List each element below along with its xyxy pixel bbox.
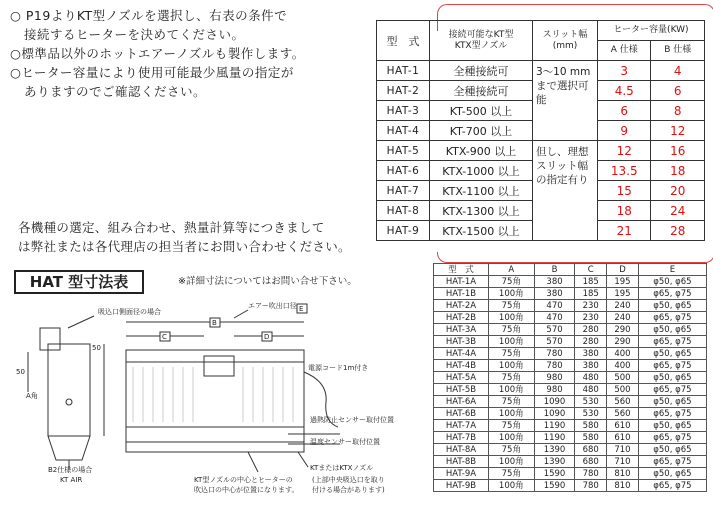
dimension-cell: HAT-9A [434,468,489,480]
dimension-cell: 680 [575,456,607,468]
cell-a-spec: 13.5 [598,161,651,181]
header-capacity: ヒーター容量(KW) [598,21,705,41]
cell-b-spec: 12 [651,121,705,141]
dimension-table-row [434,360,707,372]
dimension-table-row [434,324,707,336]
dimension-cell: 530 [575,396,607,408]
dimension-table-row [434,408,707,420]
cell-b-spec: 24 [651,201,705,221]
inlet [40,328,60,350]
header-b-spec: B 仕様 [651,41,705,61]
cell-model: HAT-5 [377,141,430,161]
cell-nozzle: KTX-1100 以上 [430,181,533,201]
cell-nozzle: 全種接続可 [430,61,533,81]
cell-a-spec: 9 [598,121,651,141]
paren-note-1: (上部中央吸込口を取り [312,476,385,484]
dimension-cell: 290 [607,336,639,348]
cell-model: HAT-3 [377,101,430,121]
dims-title: HAT 型寸法表 [14,270,144,294]
cell-a-spec: 3 [598,61,651,81]
dimension-cell: HAT-9B [434,480,489,492]
cell-b-spec: 4 [651,61,705,81]
note-line: ありますのでご確認ください。 [24,84,207,99]
cell-b-spec: 28 [651,221,705,241]
slit-note: 但し、理想スリット幅の指定有り [533,141,598,241]
dimension-cell: 75角 [488,444,534,456]
spec-frame-bottom [437,252,713,263]
kt-air-label: KT AIR [60,476,83,484]
hat-dimension-drawing [8,292,428,514]
cell-a-spec: 6 [598,101,651,121]
cell-nozzle: KT-500 以上 [430,101,533,121]
dimension-cell: 680 [575,444,607,456]
dimension-table-row [434,372,707,384]
dimension-cell: 610 [607,420,639,432]
dimension-cell: 75角 [488,324,534,336]
label-e: E [299,305,304,313]
dimension-cell: φ50, φ65 [638,372,706,384]
dimension-cell: φ50, φ65 [638,324,706,336]
intro-notes [10,6,370,101]
dims-note: ※詳細寸法についてはお問い合せ下さい。 [178,276,357,287]
dimension-cell: 100角 [488,384,534,396]
dimension-table [433,263,707,492]
dimension-cell: 185 [575,276,607,288]
dimension-table-row [434,384,707,396]
dimension-table-row [434,348,707,360]
dimension-cell: φ65, φ75 [638,360,706,372]
cell-model: HAT-1 [377,61,430,81]
dimension-cell: 380 [534,288,575,300]
dimension-cell: 1590 [534,468,575,480]
slit-note: 3〜10 mm まで選択可能 [533,61,598,141]
cell-nozzle: KT-700 以上 [430,121,533,141]
dimension-cell: φ65, φ75 [638,480,706,492]
dimension-cell: 280 [575,336,607,348]
dimension-cell: 75角 [488,420,534,432]
dimension-cell: 400 [607,348,639,360]
dimension-cell: φ50, φ65 [638,420,706,432]
paren-note-2: 付ける場合があります) [312,486,385,494]
dim-50b: 50 [16,368,25,376]
dimension-table-row [434,288,707,300]
dimension-cell: φ65, φ75 [638,432,706,444]
dimension-cell: 75角 [488,396,534,408]
dimension-cell: 195 [607,288,639,300]
dimension-cell: 570 [534,324,575,336]
dimension-cell: 810 [607,480,639,492]
cell-model: HAT-9 [377,221,430,241]
dimension-table-row [434,420,707,432]
air-outlet [204,356,234,376]
dimension-cell: HAT-8B [434,456,489,468]
dimension-cell: 530 [575,408,607,420]
dimension-cell: 75角 [488,348,534,360]
dimension-cell: 1090 [534,408,575,420]
label-c: C [162,333,167,341]
note-line: 接続するヒーターを決めてください。 [24,27,245,42]
dimension-cell: 560 [607,408,639,420]
dimension-header-cell: D [607,264,639,276]
inlet-note: 吸込口側面径の場合 [98,308,161,316]
dimension-cell: 230 [575,312,607,324]
dimension-cell: 710 [607,456,639,468]
side-body [48,344,90,436]
dimension-cell: HAT-1B [434,288,489,300]
temp-sensor-label: 温度センサー取付位置 [310,438,380,446]
dimension-cell: HAT-6B [434,408,489,420]
dimension-cell: 580 [575,420,607,432]
dimension-header-cell: E [638,264,706,276]
dimension-cell: 500 [607,372,639,384]
dimension-cell: φ65, φ75 [638,312,706,324]
dimension-cell: 480 [575,384,607,396]
cell-nozzle: KTX-1500 以上 [430,221,533,241]
heater-table-body [377,61,705,241]
dimension-cell: 75角 [488,276,534,288]
b2-spec-label: B2仕様の場合 [48,466,93,474]
cell-b-spec: 20 [651,181,705,201]
dimension-cell: φ50, φ65 [638,348,706,360]
dimension-cell: φ65, φ75 [638,384,706,396]
dimension-cell: φ65, φ75 [638,456,706,468]
dimension-cell: 980 [534,384,575,396]
dimension-cell: HAT-4A [434,348,489,360]
dimension-cell: HAT-8A [434,444,489,456]
heater-table-row [377,141,705,161]
dimension-cell: 780 [534,348,575,360]
cell-model: HAT-7 [377,181,430,201]
dimension-cell: HAT-3A [434,324,489,336]
dim-50a: 50 [92,344,101,352]
dimension-cell: 75角 [488,372,534,384]
dimension-cell: 100角 [488,480,534,492]
dimension-cell: 75角 [488,468,534,480]
dimension-cell: 195 [607,276,639,288]
dimension-cell: 1390 [534,444,575,456]
dimension-cell: φ50, φ65 [638,300,706,312]
label-d: D [264,333,270,341]
header-slit: スリット幅 (mm) [533,21,598,61]
dimension-table-row [434,300,707,312]
label-b: B [212,319,217,327]
dimension-cell: 230 [575,300,607,312]
dimension-cell: 560 [607,396,639,408]
heater-table [376,20,705,241]
dimension-cell: 400 [607,360,639,372]
dimension-cell: φ50, φ65 [638,276,706,288]
note-line: ○ P19よりKT型ノズルを選択し、右表の条件で [10,8,288,23]
dimension-cell: 580 [575,432,607,444]
dimension-header-cell: A [488,264,534,276]
cell-nozzle: KTX-900 以上 [430,141,533,161]
dimension-table-row [434,312,707,324]
header-model: 型 式 [377,21,430,61]
dimension-cell: φ65, φ75 [638,336,706,348]
header-nozzle: 接続可能なKT型 KTX型ノズル [430,21,533,61]
dimension-cell: 240 [607,300,639,312]
heater-body [126,350,304,442]
dimension-cell: φ50, φ65 [638,396,706,408]
air-outlet-label: エアー吹出口径 [248,302,297,310]
dimension-cell: 240 [607,312,639,324]
dimension-cell: 100角 [488,288,534,300]
dimension-cell: 1190 [534,432,575,444]
dimension-cell: 980 [534,372,575,384]
dimension-cell: 1390 [534,456,575,468]
note-line: ○標準品以外のホットエアーノズルも製作します。 [10,46,305,61]
dimension-cell: 610 [607,432,639,444]
dimension-cell: HAT-2A [434,300,489,312]
dimension-cell: HAT-6A [434,396,489,408]
cell-b-spec: 18 [651,161,705,181]
header-a-spec: A 仕様 [598,41,651,61]
dimension-cell: 470 [534,300,575,312]
cell-nozzle: 全種接続可 [430,81,533,101]
dimension-cell: 480 [575,372,607,384]
dimension-cell: 380 [575,360,607,372]
dimension-cell: HAT-7B [434,432,489,444]
dimension-cell: HAT-1A [434,276,489,288]
dimension-header-cell: C [575,264,607,276]
label-a: A角 [26,392,38,400]
dimension-cell: 100角 [488,312,534,324]
dimension-cell: 100角 [488,408,534,420]
dimension-cell: 75角 [488,300,534,312]
cell-nozzle: KTX-1000 以上 [430,161,533,181]
dimension-table-row [434,468,707,480]
dimension-cell: 380 [575,348,607,360]
center-note-1: KT型ノズルの中心とヒーターの [194,476,293,484]
dimension-cell: HAT-7A [434,420,489,432]
dimension-cell: φ50, φ65 [638,468,706,480]
dimension-cell: 810 [607,468,639,480]
overheat-label: 過熱防止センサー取付位置 [310,416,394,424]
dimension-cell: HAT-3B [434,336,489,348]
dimension-table-row [434,396,707,408]
cell-model: HAT-8 [377,201,430,221]
dimension-cell: 570 [534,336,575,348]
cell-a-spec: 18 [598,201,651,221]
cell-a-spec: 4.5 [598,81,651,101]
dimension-table-body [434,276,707,492]
dimension-cell: 780 [534,360,575,372]
cell-a-spec: 12 [598,141,651,161]
dimension-table-row [434,432,707,444]
cell-a-spec: 21 [598,221,651,241]
dimension-header-cell: 型 式 [434,264,489,276]
dimension-cell: HAT-5A [434,372,489,384]
dimension-cell: 470 [534,312,575,324]
dimension-cell: 780 [575,468,607,480]
dimension-table-row [434,276,707,288]
cell-model: HAT-4 [377,121,430,141]
dimension-table-row [434,456,707,468]
dimension-cell: 100角 [488,360,534,372]
cell-b-spec: 6 [651,81,705,101]
contact-note [18,218,370,256]
contact-line: は弊社または各代理店の担当者にお問い合わせください。 [18,239,351,254]
dimension-cell: 710 [607,444,639,456]
dimension-cell: 1190 [534,420,575,432]
cord-label: 電源コード1m付き [308,364,369,372]
cell-model: HAT-6 [377,161,430,181]
dimension-cell: 500 [607,384,639,396]
dimension-cell: φ65, φ75 [638,408,706,420]
dimension-cell: 100角 [488,336,534,348]
heater-table-row [377,61,705,81]
dimension-table-row [434,480,707,492]
dimension-header-cell: B [534,264,575,276]
dimension-cell: 1090 [534,396,575,408]
contact-line: 各機種の選定、組み合わせ、熱量計算等につきまして [18,220,325,235]
dimension-cell: 100角 [488,432,534,444]
nozzle [126,442,304,452]
dimension-table-header [434,264,707,276]
cell-b-spec: 16 [651,141,705,161]
kt-nozzle-label: KTまたはKTXノズル [310,464,374,472]
note-line: ○ヒーター容量により使用可能最少風量の指定が [10,65,294,80]
dimension-cell: φ65, φ75 [638,288,706,300]
cell-a-spec: 15 [598,181,651,201]
dimension-cell: 1590 [534,480,575,492]
dimension-cell: HAT-5B [434,384,489,396]
cell-nozzle: KTX-1300 以上 [430,201,533,221]
dimension-cell: φ50, φ65 [638,444,706,456]
dimension-table-row [434,444,707,456]
dimension-cell: 185 [575,288,607,300]
side-nozzle [48,436,90,460]
center-note-2: 吹込口の中心が位置になります。 [194,486,299,494]
dimension-cell: 290 [607,324,639,336]
dimension-table-row [434,336,707,348]
dimension-cell: 100角 [488,456,534,468]
dimension-cell: 280 [575,324,607,336]
dimension-cell: 380 [534,276,575,288]
dimension-cell: 780 [575,480,607,492]
dimension-cell: HAT-2B [434,312,489,324]
cell-model: HAT-2 [377,81,430,101]
cell-b-spec: 8 [651,101,705,121]
dimension-cell: HAT-4B [434,360,489,372]
